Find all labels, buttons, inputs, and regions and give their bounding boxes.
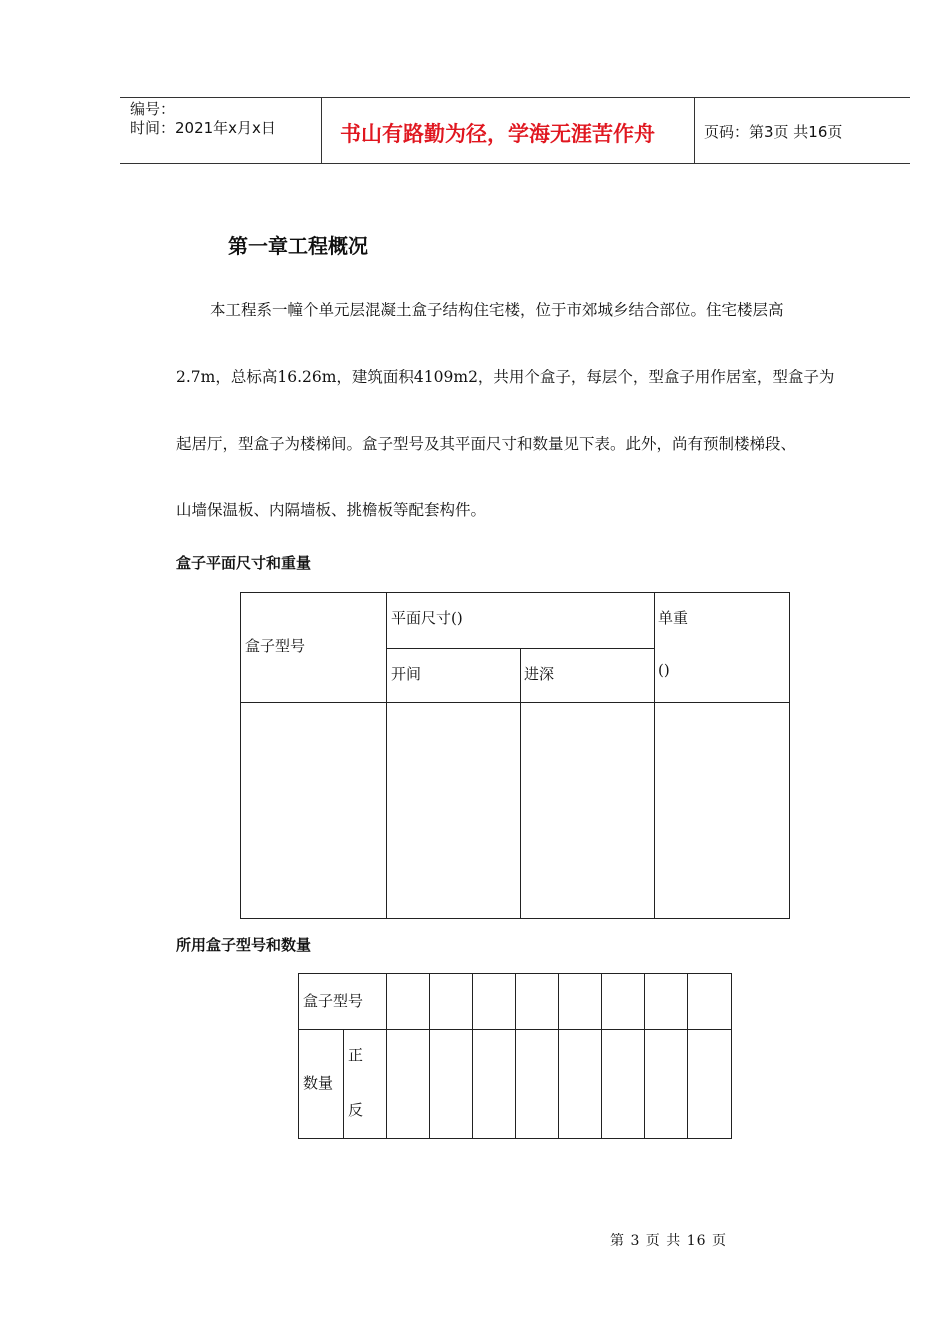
table1-col-divider — [386, 593, 387, 918]
header-divider-1 — [321, 97, 322, 164]
table1-header-model: 盒子型号 — [245, 637, 306, 655]
table2-col-divider — [386, 974, 387, 1138]
table1-header-unit-weight: 单重 — [658, 609, 689, 627]
table2-col-divider — [687, 974, 688, 1138]
table1 — [240, 592, 790, 919]
header-bottom-rule — [120, 163, 910, 164]
table1-caption: 盒子平面尺寸和重量 — [176, 554, 312, 572]
table2-row-quantity: 数量 — [303, 1074, 334, 1092]
table2-col-divider — [601, 974, 602, 1138]
header-motto: 书山有路勤为径，学海无涯苦作舟 — [340, 122, 655, 146]
table1-subheader-rule — [386, 648, 654, 649]
header-time-label: 时间：2021年x月x日 — [130, 119, 276, 137]
table2-col-divider — [429, 974, 430, 1138]
paragraph-line: 山墙保温板、内隔墙板、挑檐板等配套构件。 — [176, 501, 487, 519]
table2-col-divider — [558, 974, 559, 1138]
table2-col-divider — [515, 974, 516, 1138]
table1-header-rule — [241, 702, 789, 703]
paragraph-line: 起居厅，型盒子为楼梯间。盒子型号及其平面尺寸和数量见下表。此外，尚有预制楼梯段、 — [176, 435, 797, 453]
table2-col-divider — [644, 974, 645, 1138]
table2-label-divider — [343, 1029, 344, 1138]
paragraph-line: 本工程系一幢个单元层混凝土盒子结构住宅楼，位于市郊城乡结合部位。住宅楼层高 — [210, 301, 784, 319]
table2-sub-front: 正 — [348, 1046, 364, 1064]
header-top-rule — [120, 97, 910, 98]
table1-header-unit-weight-unit: () — [658, 661, 670, 679]
table2-caption: 所用盒子型号和数量 — [176, 936, 312, 954]
table2-col-divider — [472, 974, 473, 1138]
footer-page-number: 第 3 页 共 16 页 — [610, 1233, 727, 1249]
header-number-label: 编号： — [130, 100, 176, 118]
table2 — [298, 973, 732, 1139]
table1-col-divider — [520, 648, 521, 918]
paragraph-line: 2.7m，总标高16.26m，建筑面积4109m2，共用个盒子，每层个，型盒子用作居室，型盒子为 — [176, 368, 835, 386]
table1-header-plan-size: 平面尺寸() — [391, 609, 463, 627]
table2-sub-back: 反 — [348, 1101, 364, 1119]
table1-header-depth: 进深 — [524, 665, 555, 683]
header-page-info: 页码：第3页 共16页 — [704, 123, 843, 141]
chapter-title: 第一章工程概况 — [228, 234, 368, 258]
table1-header-bay: 开间 — [391, 665, 422, 683]
table2-row-rule — [299, 1029, 731, 1030]
table1-col-divider — [654, 593, 655, 918]
table2-row-model: 盒子型号 — [303, 992, 364, 1010]
header-divider-2 — [694, 97, 695, 164]
